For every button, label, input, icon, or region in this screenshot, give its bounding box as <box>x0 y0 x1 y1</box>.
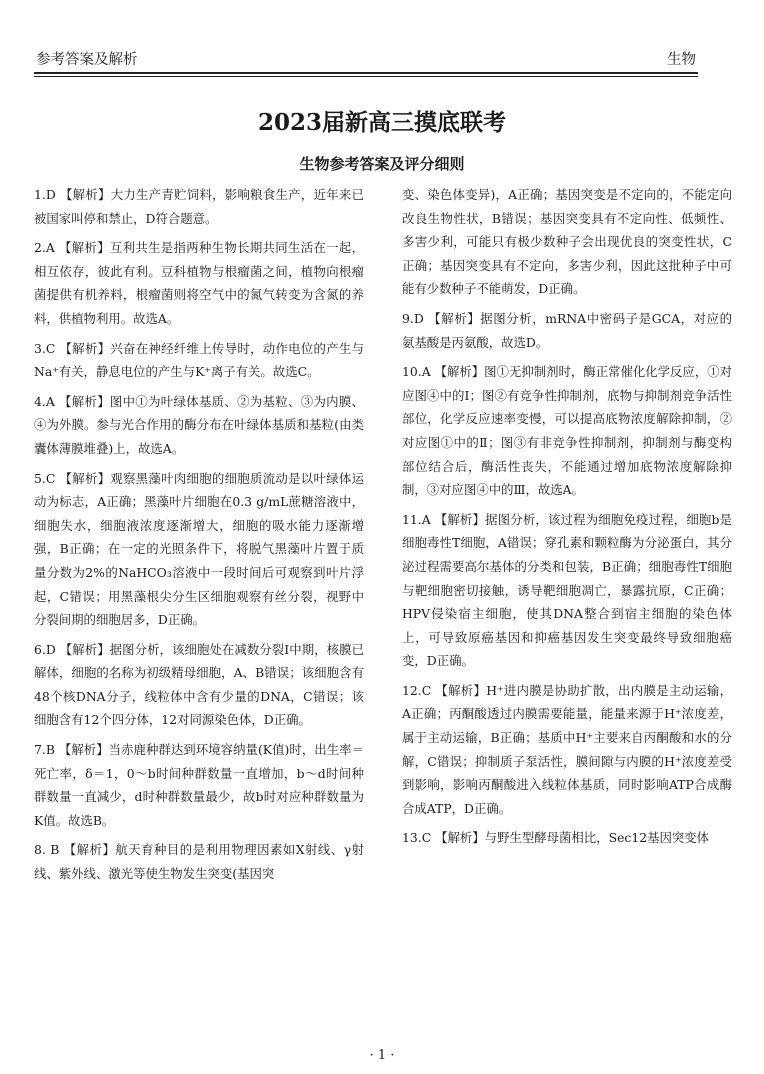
answer-item: 4.A 【解析】图中①为叶绿体基质、②为基粒、③为内膜、④为外膜。参与光合作用的酶分布在叶绿体基质和基粒(由类囊体薄膜堆叠)上，故选A。 <box>34 393 364 456</box>
page-title: 2023届新高三摸底联考 <box>257 109 506 136</box>
header-left: 参考答案及解析 <box>36 52 138 68</box>
answer-item: 9.D 【解析】据图分析，mRNA中密码子是GCA，对应的氨基酸是丙氨酸，故选D。 <box>402 310 732 350</box>
answer-item: 3.C 【解析】兴奋在神经纤维上传导时，动作电位的产生与Na⁺有关，静息电位的产生与K⁺离子有关。故选C。 <box>34 340 364 380</box>
page-subtitle: 生物参考答案及评分细则 <box>299 155 465 173</box>
answer-item: 8. B 【解析】航天育种目的是利用物理因素如X射线、γ射线、紫外线、激光等使生物发生突变(基因突 <box>34 842 364 882</box>
header-right: 生物 <box>667 52 696 68</box>
answer-item: 1.D 【解析】大力生产青贮饲料，影响粮食生产，近年来已被国家叫停和禁止，D符合题意。 <box>34 187 364 226</box>
answer-item: 11.A 【解析】据图分析，该过程为细胞免疫过程，细胞b是细胞毒性T细胞，A错误；穿孔素和颗粒酶为分泌蛋白，其分泌过程需要高尔基体的分类和包装，B正确；细胞毒性T细胞与靶细胞密切接触，诱导靶细胞凋亡，暴露抗原，C正确；HPV侵染宿主细胞，使其DNA整合到宿主细胞的染色体上，可导致原癌基因和抑癌基因发生突变最终导致细胞癌变，D正确。 <box>402 511 732 669</box>
answer-item: 12.C 【解析】H⁺进内膜是协助扩散，出内膜是主动运输，A正确；丙酮酸透过内膜需要能量，能量来源于H⁺浓度差，属于主动运输，B正确；基质中H⁺主要来自丙酮酸和水的分解，C错误；抑制质子泵活性，膜间隙与内膜的H⁺浓度差受到影响，影响丙酮酸进入线粒体基质，同时影响ATP合成酶合成ATP，D正确。 <box>402 682 732 816</box>
answer-item: 10.A 【解析】图①无抑制剂时，酶正常催化化学反应，①对应图④中的Ⅰ；图②有竞争性抑制剂，底物与抑制剂竞争活性部位，化学反应速率变慢，可以提高底物浓度解除抑制，②对应图①中的Ⅱ；图③有非竞争性抑制剂，抑制剂与酶变构部位结合后，酶活性丧失，不能通过增加底物浓度解除抑制，③对应图④中的Ⅲ，故选A。 <box>402 364 732 498</box>
answer-item: 5.C 【解析】观察黑藻叶肉细胞的细胞质流动是以叶绿体运动为标志，A正确；黑藻叶片细胞在0.3 g/mL蔗糖溶液中，细胞失水，细胞液浓度逐渐增大，细胞的吸水能力逐渐增强，B正确；在一定的光照条件下，将脱气黑藻叶片置于质量分数为2%的NaHCO₃溶液中一段时间后可观察到叶片浮起，C错误；用黑藻根尖分生区细胞观察有丝分裂，视野中分裂间期的细胞居多，D正确。 <box>34 470 364 628</box>
answer-item: 2.A 【解析】互利共生是指两种生物长期共同生活在一起，相互依存，彼此有利。豆科植物与根瘤菌之间，植物向根瘤菌提供有机养料，根瘤菌则将空气中的氮气转变为含氮的养料，供植物利用。故选A。 <box>34 240 364 326</box>
answer-item: 7.B 【解析】当赤鹿种群达到环境容纳量(K值)时，出生率＝死亡率，δ＝1，0～b时间种群数量一直增加，b～d时间种群数量一直减少，d时种群数量最少，故b时对应种群数量为K值。故选B。 <box>34 742 364 828</box>
header-rule-thin <box>34 76 698 77</box>
answer-item: 6.D 【解析】据图分析，该细胞处在减数分裂Ⅰ中期，核膜已解体，细胞的名称为初级精母细胞，A、B错误；该细胞含有48个核DNA分子，线粒体中含有少量的DNA，C错误；该细胞含有12个四分体，12对同源染色体，D正确。 <box>34 641 364 728</box>
left-column <box>34 183 364 892</box>
header-rule-thick <box>34 72 698 74</box>
right-column <box>402 183 732 856</box>
answer-item-continued: 变、染色体变异)，A正确；基因突变是不定向的，不能定向改良生物性状，B错误；基因突变具有不定向性、低频性、多害少利，可能只有极少数种子会出现优良的突变性状，C正确；基因突变具有不定向，多害少利，因此这批种子中可能有少数种子不能萌发，D正确。 <box>402 187 732 297</box>
answer-item: 13.C 【解析】与野生型酵母菌相比，Sec12基因突变体 <box>402 830 710 846</box>
running-header <box>36 46 696 70</box>
page-number: · 1 · <box>369 1048 395 1063</box>
